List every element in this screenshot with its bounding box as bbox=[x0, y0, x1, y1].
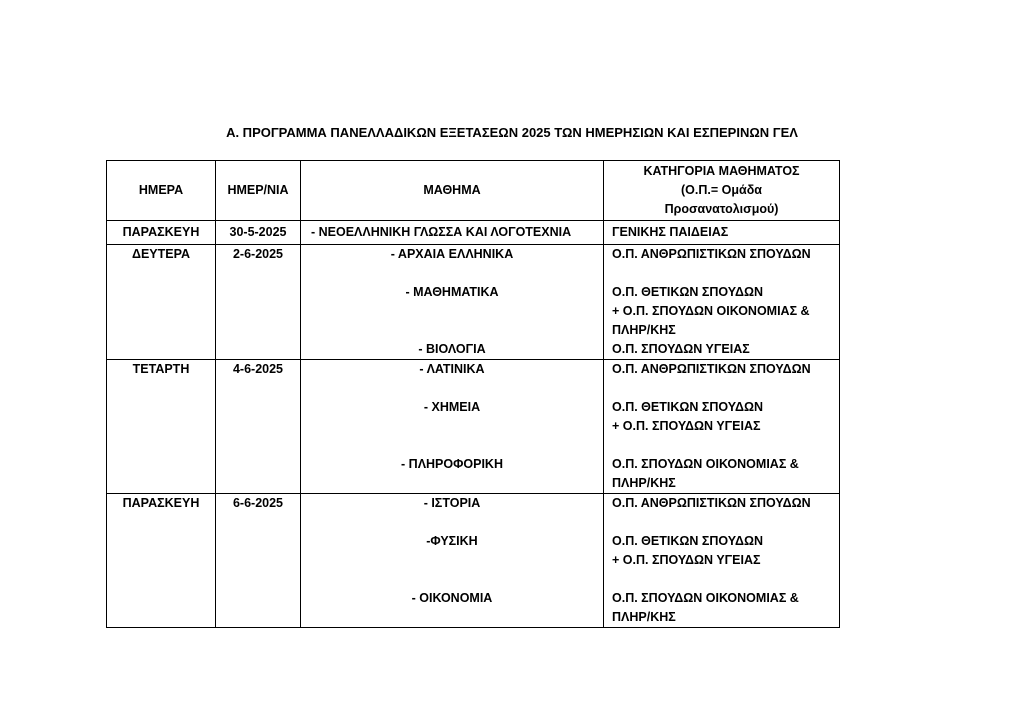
table-header-row bbox=[107, 161, 840, 221]
category-line: Ο.Π. ΣΠΟΥΔΩΝ ΟΙΚΟΝΟΜΙΑΣ & bbox=[612, 591, 799, 605]
exam-categories bbox=[604, 245, 840, 360]
subject-line bbox=[301, 264, 603, 283]
category-line: Ο.Π. ΣΠΟΥΔΩΝ ΟΙΚΟΝΟΜΙΑΣ & bbox=[612, 457, 799, 471]
exam-schedule-table bbox=[106, 160, 840, 628]
exam-day bbox=[107, 245, 216, 360]
exam-categories bbox=[604, 360, 840, 494]
exam-date bbox=[216, 494, 301, 628]
header-subject: ΜΑΘΗΜΑ bbox=[301, 161, 604, 221]
exam-subjects bbox=[301, 494, 604, 628]
category-line bbox=[604, 570, 839, 589]
exam-day bbox=[107, 360, 216, 494]
subject-line: - ΧΗΜΕΙΑ bbox=[423, 400, 481, 414]
subject-line: - ΠΛΗΡΟΦΟΡΙΚΗ bbox=[401, 457, 503, 471]
category-line: + Ο.Π. ΣΠΟΥΔΩΝ ΥΓΕΙΑΣ bbox=[612, 419, 761, 433]
category-line: Ο.Π. ΑΝΘΡΩΠΙΣΤΙΚΩΝ ΣΠΟΥΔΩΝ bbox=[612, 496, 811, 510]
category-line bbox=[604, 513, 839, 532]
subject-line bbox=[301, 417, 603, 436]
category-line: Ο.Π. ΘΕΤΙΚΩΝ ΣΠΟΥΔΩΝ bbox=[612, 285, 764, 299]
exam-day-label: ΔΕΥΤΕΡΑ bbox=[131, 247, 191, 261]
subject-line bbox=[301, 379, 603, 398]
header-date: ΗΜΕΡ/ΝΙΑ bbox=[216, 161, 301, 221]
category-line: Ο.Π. ΘΕΤΙΚΩΝ ΣΠΟΥΔΩΝ bbox=[612, 400, 764, 414]
exam-day-label: ΠΑΡΑΣΚΕΥΗ bbox=[122, 225, 200, 239]
exam-date bbox=[216, 221, 301, 245]
exam-categories bbox=[604, 221, 840, 245]
exam-date bbox=[216, 360, 301, 494]
exam-subjects bbox=[301, 221, 604, 245]
category-line: Ο.Π. ΑΝΘΡΩΠΙΣΤΙΚΩΝ ΣΠΟΥΔΩΝ bbox=[612, 362, 811, 376]
subject-line bbox=[301, 302, 603, 321]
subject-line: -ΦΥΣΙΚΗ bbox=[426, 534, 478, 548]
exam-date bbox=[216, 245, 301, 360]
category-line: ΓΕΝΙΚΗΣ ΠΑΙΔΕΙΑΣ bbox=[612, 225, 729, 239]
subject-line: - ΟΙΚΟΝΟΜΙΑ bbox=[411, 591, 493, 605]
table-row bbox=[107, 221, 840, 245]
document-title: Α. ΠΡΟΓΡΑΜΜΑ ΠΑΝΕΛΛΑΔΙΚΩΝ ΕΞΕΤΑΣΕΩΝ 2025 ΤΩΝ ΗΜΕΡΗΣΙΩΝ ΚΑΙ ΕΣΠΕΡΙΝΩΝ ΓΕΛ bbox=[226, 125, 798, 140]
header-category-line-2: (Ο.Π.= Ομάδα bbox=[681, 183, 762, 197]
table-row bbox=[107, 245, 840, 360]
exam-day-label: ΤΕΤΑΡΤΗ bbox=[132, 362, 190, 376]
exam-subjects bbox=[301, 360, 604, 494]
exam-date-label: 2-6-2025 bbox=[232, 247, 284, 261]
subject-line bbox=[301, 321, 603, 340]
category-line: Ο.Π. ΣΠΟΥΔΩΝ ΥΓΕΙΑΣ bbox=[612, 342, 750, 356]
exam-date-label: 6-6-2025 bbox=[232, 496, 284, 510]
category-line bbox=[604, 264, 839, 283]
category-line: Ο.Π. ΑΝΘΡΩΠΙΣΤΙΚΩΝ ΣΠΟΥΔΩΝ bbox=[612, 247, 811, 261]
table-row bbox=[107, 360, 840, 494]
exam-date-label: 30-5-2025 bbox=[229, 225, 287, 239]
table-row bbox=[107, 494, 840, 628]
exam-categories bbox=[604, 494, 840, 628]
category-line: ΠΛΗΡ/ΚΗΣ bbox=[612, 323, 676, 337]
subject-line bbox=[301, 570, 603, 589]
subject-line bbox=[301, 551, 603, 570]
category-line bbox=[604, 436, 839, 455]
subject-line: - ΒΙΟΛΟΓΙΑ bbox=[418, 342, 486, 356]
subject-line: - ΑΡΧΑΙΑ ΕΛΛΗΝΙΚΑ bbox=[390, 247, 514, 261]
header-category-line-3: Προσανατολισμού) bbox=[664, 202, 779, 216]
category-line: + Ο.Π. ΣΠΟΥΔΩΝ ΟΙΚΟΝΟΜΙΑΣ & bbox=[612, 304, 810, 318]
subject-line bbox=[301, 608, 603, 627]
exam-day bbox=[107, 221, 216, 245]
subject-line bbox=[301, 474, 603, 493]
exam-day-label: ΠΑΡΑΣΚΕΥΗ bbox=[122, 496, 200, 510]
exam-subjects bbox=[301, 245, 604, 360]
exam-day bbox=[107, 494, 216, 628]
category-line: ΠΛΗΡ/ΚΗΣ bbox=[612, 610, 676, 624]
subject-line bbox=[301, 436, 603, 455]
subject-line: - ΝΕΟΕΛΛΗΝΙΚΗ ΓΛΩΣΣΑ ΚΑΙ ΛΟΓΟΤΕΧΝΙΑ bbox=[311, 225, 572, 239]
subject-line: - ΛΑΤΙΝΙΚΑ bbox=[419, 362, 485, 376]
subject-line bbox=[301, 513, 603, 532]
header-category-line-1: ΚΑΤΗΓΟΡΙΑ ΜΑΘΗΜΑΤΟΣ bbox=[643, 164, 800, 178]
category-line: ΠΛΗΡ/ΚΗΣ bbox=[612, 476, 676, 490]
header-day: ΗΜΕΡΑ bbox=[107, 161, 216, 221]
subject-line: - ΙΣΤΟΡΙΑ bbox=[423, 496, 481, 510]
category-line: Ο.Π. ΘΕΤΙΚΩΝ ΣΠΟΥΔΩΝ bbox=[612, 534, 764, 548]
category-line: + Ο.Π. ΣΠΟΥΔΩΝ ΥΓΕΙΑΣ bbox=[612, 553, 761, 567]
category-line bbox=[604, 379, 839, 398]
exam-date-label: 4-6-2025 bbox=[232, 362, 284, 376]
header-category bbox=[604, 161, 840, 221]
subject-line: - ΜΑΘΗΜΑΤΙΚΑ bbox=[405, 285, 499, 299]
